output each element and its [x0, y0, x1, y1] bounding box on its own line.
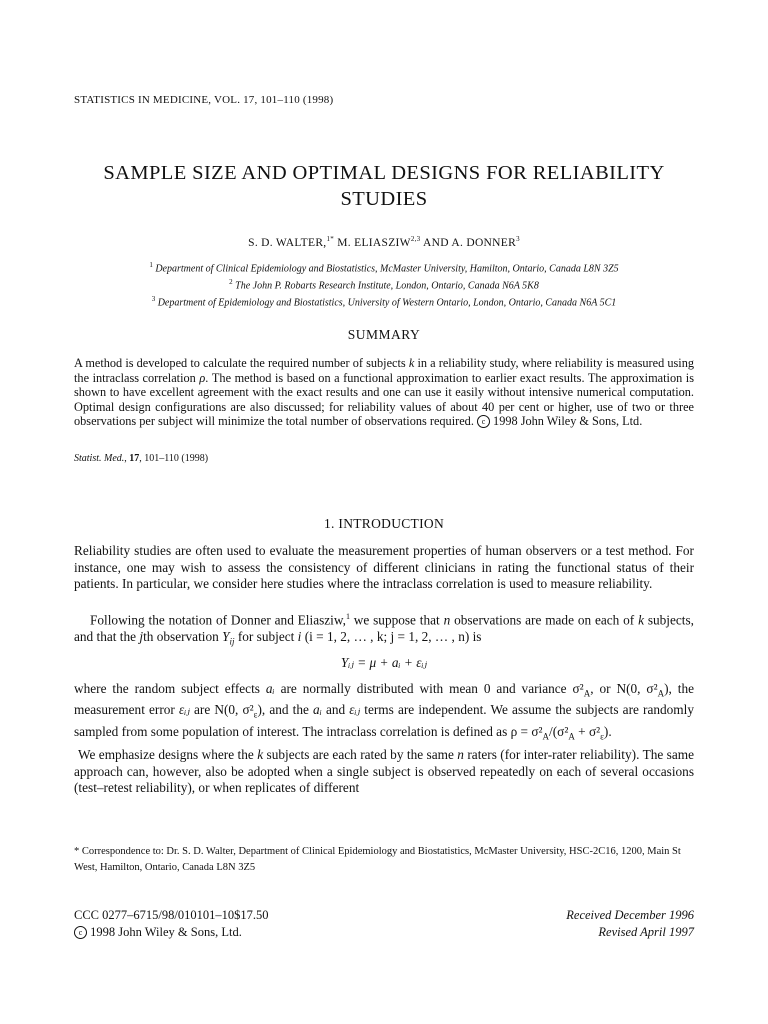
ccc-code: CCC 0277–6715/98/010101–10$17.50	[74, 908, 269, 922]
affiliation-1-number: 1	[149, 261, 153, 269]
affiliation-3-text: Department of Epidemiology and Biostatistics, University of Western Ontario, London, Ontario, Canada N6A 5C1	[157, 296, 617, 308]
subscript-A: A	[542, 731, 550, 742]
text-run: raters (for inter-rater reliability). The same approach can, however, also be adopted when a single subject is observed repeatedly on each of several occasions (test–retest reliability), or when replicates of different	[74, 747, 694, 796]
text-run: , or N(0, σ²	[590, 681, 658, 696]
model-equation: Yᵢⱼ = μ + aᵢ + εᵢⱼ	[340, 655, 428, 670]
summary-text	[74, 356, 694, 429]
copyright-text: 1998 John Wiley & Sons, Ltd.	[87, 925, 242, 939]
correspondence-footnote: * Correspondence to: Dr. S. D. Walter, Department of Clinical Epidemiology and Biostatistics, McMaster University, HSC-2C16, 1200, Main St West, Hamilton, Ontario, Canada L8N 3Z5	[74, 846, 681, 873]
var-n: n	[457, 747, 464, 762]
text-run: We emphasize designs where the	[78, 747, 258, 762]
text-run: Following the notation of Donner and Eliasziw,	[90, 612, 346, 628]
author-donner: AND A. DONNER	[420, 236, 517, 249]
citation: Statist. Med., 17, 101–110 (1998)	[74, 453, 209, 464]
intro-paragraph-3	[74, 681, 694, 745]
affiliation-3-number: 3	[151, 294, 156, 303]
affiliation-3	[74, 293, 694, 310]
var-a-i: aᵢ	[313, 702, 322, 718]
citation-pages: , 101–110 (1998)	[139, 453, 209, 464]
text-run: th observation	[143, 629, 223, 645]
text-run: /(σ²	[549, 723, 569, 739]
text-run: (i = 1, 2, … , k; j = 1, 2, … , n) is	[301, 629, 482, 645]
text-run: are N(0, σ²	[189, 702, 254, 718]
summary-part: 1998 John Wiley & Sons, Ltd.	[489, 414, 643, 429]
revised-date: Revised April 1997	[598, 925, 694, 939]
summary-part: A method is developed to calculate the required number of subjects	[74, 356, 409, 370]
var-epsilon-ij: εᵢⱼ	[349, 702, 361, 718]
var-n: n	[443, 612, 451, 628]
author-eliasziw-affil: 2,3	[410, 235, 421, 243]
text-run: observations are made on each of	[450, 612, 639, 628]
text-run: subjects are each rated by the same	[263, 747, 458, 762]
text-run: terms are independent. We assume the subjects are randomly sampled from some population of interest. The intraclass correlation is defined as ρ = σ²	[74, 702, 694, 739]
subscript-ij: ij	[229, 636, 235, 647]
text-run: we suppose that	[349, 612, 444, 628]
section-heading-introduction: 1. INTRODUCTION	[324, 516, 444, 531]
intro-paragraph-2	[74, 609, 694, 650]
text-run: + σ²	[574, 723, 601, 739]
intro-paragraph-4	[74, 747, 694, 797]
author-walter: S. D. WALTER,	[248, 236, 327, 249]
text-run: subjects, and that the	[74, 612, 694, 645]
subscript-A: A	[657, 688, 665, 699]
summary-part: . The method is based on a functional approximation to earlier exact results. The approximation is shown to have excellent agreement with the exact results and one can use it easily without intensive numerical computation. Optimal design configurations are also discussed; for reliability values of about 40 per cent or higher, use of two or three observations per subject will minimize the total number of observations required.	[74, 370, 694, 429]
text-run: ).	[603, 723, 612, 739]
author-donner-affil: 3	[516, 235, 520, 243]
affiliations	[74, 259, 694, 309]
received-date: Received December 1996	[566, 908, 694, 922]
affiliation-2-number: 2	[229, 277, 233, 286]
text-run: for subject	[234, 629, 298, 645]
subscript-epsilon: ε	[600, 731, 604, 742]
text-run: ), the measurement error	[74, 681, 694, 718]
var-epsilon-ij: εᵢⱼ	[179, 702, 190, 718]
affiliation-2-text: The John P. Robarts Research Institute, London, Ontario, Canada N6A 5K8	[235, 280, 539, 292]
summary-var-k: k	[408, 356, 415, 370]
var-j: j	[139, 629, 144, 645]
affiliation-2	[74, 276, 694, 293]
author-list	[74, 235, 694, 249]
affiliation-1-text: Department of Clinical Epidemiology and Biostatistics, McMaster University, Hamilton, Ontario, Canada L8N 3Z5	[155, 263, 619, 275]
var-k: k	[257, 747, 264, 762]
received-dates	[566, 907, 694, 941]
reference-marker: 1	[345, 612, 350, 621]
subscript-epsilon: ε	[253, 709, 258, 720]
citation-volume: 17	[129, 453, 140, 464]
var-k: k	[638, 612, 644, 628]
citation-journal: Statist. Med.	[74, 453, 125, 464]
copyright-icon: c	[74, 926, 87, 939]
summary-var-rho: ρ	[199, 370, 206, 385]
intro-paragraph-1: Reliability studies are often used to evaluate the measurement properties of human observers or a test method. For instance, one may wish to assess the consistency of different clinicians in rating the functional status of their patients. In particular, we consider here studies where the intraclass correlation is used to measure reliability.	[74, 543, 694, 592]
subscript-A: A	[568, 731, 575, 742]
author-walter-affil: 1*	[326, 235, 335, 243]
var-i: i	[297, 629, 302, 645]
text-run: where the random subject effects	[74, 681, 266, 696]
author-eliasziw: M. ELIASZIW	[334, 236, 411, 249]
text-run: are normally distributed with mean 0 and variance σ²	[274, 681, 584, 696]
affiliation-1	[74, 259, 694, 276]
copyright-icon: c	[477, 415, 490, 428]
var-Y: Y	[222, 629, 230, 645]
journal-header: STATISTICS IN MEDICINE, VOL. 17, 101–110 (1998)	[74, 94, 334, 106]
publication-info	[74, 907, 268, 941]
var-a-i: aᵢ	[265, 681, 275, 696]
summary-heading: SUMMARY	[347, 327, 421, 342]
subscript-A: A	[583, 688, 591, 699]
copyright-notice	[74, 924, 268, 941]
text-run: ), and the	[257, 702, 314, 718]
text-run: and	[321, 702, 350, 718]
paper-title: SAMPLE SIZE AND OPTIMAL DESIGNS FOR RELIABILITY STUDIES	[103, 162, 665, 210]
summary-part: in a reliability study, where reliability is measured using the intraclass correlation	[74, 356, 695, 385]
